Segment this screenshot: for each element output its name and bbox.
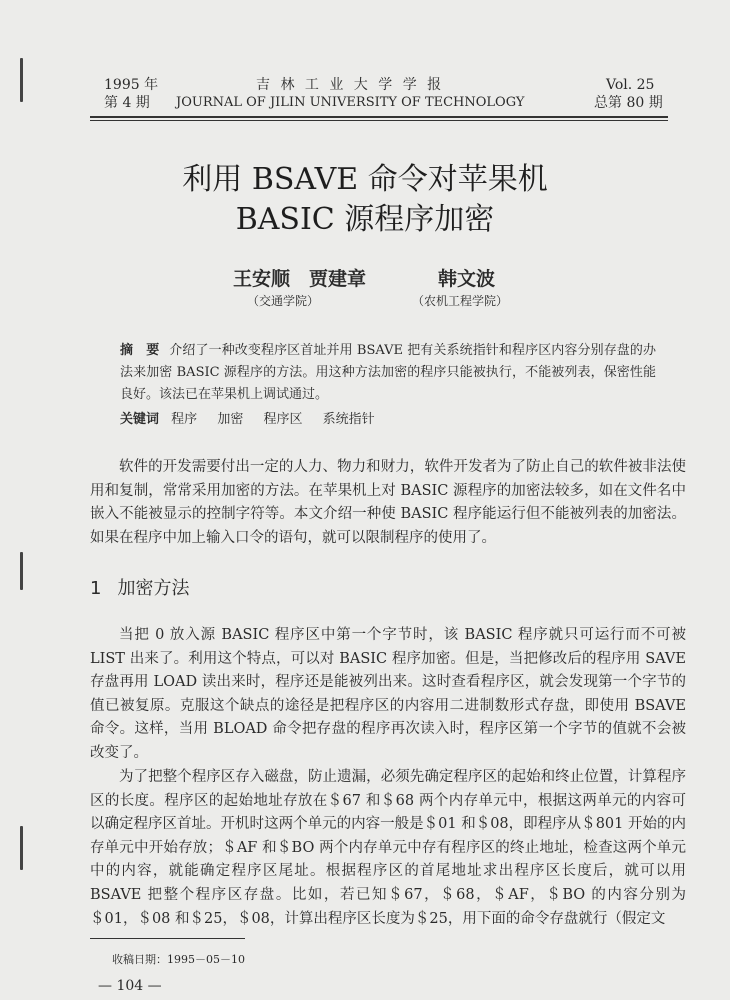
authors-group2: 韩文波 — [438, 268, 496, 290]
header-issue: 第 4 期 — [104, 95, 150, 111]
header-volume: Vol. 25 — [606, 77, 655, 93]
header-year: 1995 年 — [104, 77, 159, 93]
abstract-text: 介绍了一种改变程序区首址并用 BSAVE 把有关系统指针和程序区内容分别存盘的办法来加密 BASIC 源程序的方法。用这种方法加密的程序只能被执行，不能被列表，保密性能良好。该法已在苹果机上调试通过。 — [120, 343, 656, 402]
binding-mark-bottom — [20, 826, 23, 870]
article-title-line1: 利用 BSAVE 命令对苹果机 — [182, 162, 548, 197]
binding-mark-top — [20, 58, 23, 102]
page-number: — 104 — — [98, 978, 162, 994]
keyword: 加密 — [217, 412, 244, 427]
section-paragraph-2: 为了把整个程序区存入磁盘，防止遗漏，必须先确定程序区的起始和终止位置，计算程序区的长度。程序区的起始地址存放在＄67 和＄68 两个内存单元中，根据这两单元的内容可以确定程序区首址。开机时这两个单元的内容一般是＄01 和＄08，即程序从＄801 开始的内存单元中开始存放；＄AF 和＄BO 两个内存单元中存有程序区的终止地址，检查这两个单元中的内容，就能确定程序区尾址。根据程序区的首尾地址求出程序区长度后，就可以用 BSAVE 把整个程序区存盘。比如，若已知＄67，＄68，＄AF，＄BO 的内容分别为＄01，＄08 和＄25，＄08，计算出程序区长度为＄25，用下面的命令存盘就行（假定文 — [90, 769, 686, 927]
affiliation-2: （农机工程学院） — [412, 294, 509, 308]
keyword: 程序区 — [263, 412, 303, 427]
received-date: 收稿日期：1995－05－10 — [112, 953, 245, 966]
keywords-label: 关键词 — [120, 412, 160, 427]
keywords — [120, 409, 391, 431]
header-journal-cn: 吉 林 工 业 大 学 学 报 — [256, 77, 445, 93]
abstract — [120, 340, 656, 406]
section-number: 1 — [90, 578, 102, 599]
authors-group1: 王安顺 贾建章 — [233, 268, 367, 290]
section-heading — [90, 574, 189, 600]
article-title-line2: BASIC 源程序加密 — [235, 202, 495, 237]
section-title: 加密方法 — [117, 578, 190, 599]
section-paragraph-1: 当把 0 放入源 BASIC 程序区中第一个字节时，该 BASIC 程序就只可运行而不可被 LIST 出来了。利用这个特点，可以对 BASIC 程序加密。但是，当把修改后的程序用 SAVE 存盘再用 LOAD 读出来时，程序还是能被列出来。这时查看程序区，就会发现第一个字节的值已被复原。克服这个缺点的途径是把程序区的内容用二进制数形式存盘，即使用 BSAVE 命令。这样，当用 BLOAD 命令把存盘的程序再次读入时，程序区第一个字节的值就不会被改变了。 — [90, 627, 686, 761]
binding-mark-middle — [20, 552, 23, 590]
header-total-issue: 总第 80 期 — [594, 95, 663, 111]
affiliation-1: （交通学院） — [247, 294, 320, 308]
keyword: 系统指针 — [322, 412, 375, 427]
header-journal-en: JOURNAL OF JILIN UNIVERSITY OF TECHNOLOGY — [176, 95, 525, 110]
intro-paragraph: 软件的开发需要付出一定的人力、物力和财力，软件开发者为了防止自己的软件被非法使用和复制，常常采用加密的方法。在苹果机上对 BASIC 源程序的加密法较多，如在文件名中嵌入不能被显示的控制字符等。本文介绍一种使 BASIC 程序能运行但不能被列表的加密法。如果在程序中加上输入口令的语句，就可以限制程序的使用了。 — [90, 459, 686, 546]
abstract-label: 摘 要 — [120, 343, 160, 358]
header-rule-thick — [90, 116, 668, 118]
footnote-rule — [90, 938, 245, 939]
header-rule-thin — [90, 120, 668, 121]
keyword: 程序 — [171, 412, 198, 427]
